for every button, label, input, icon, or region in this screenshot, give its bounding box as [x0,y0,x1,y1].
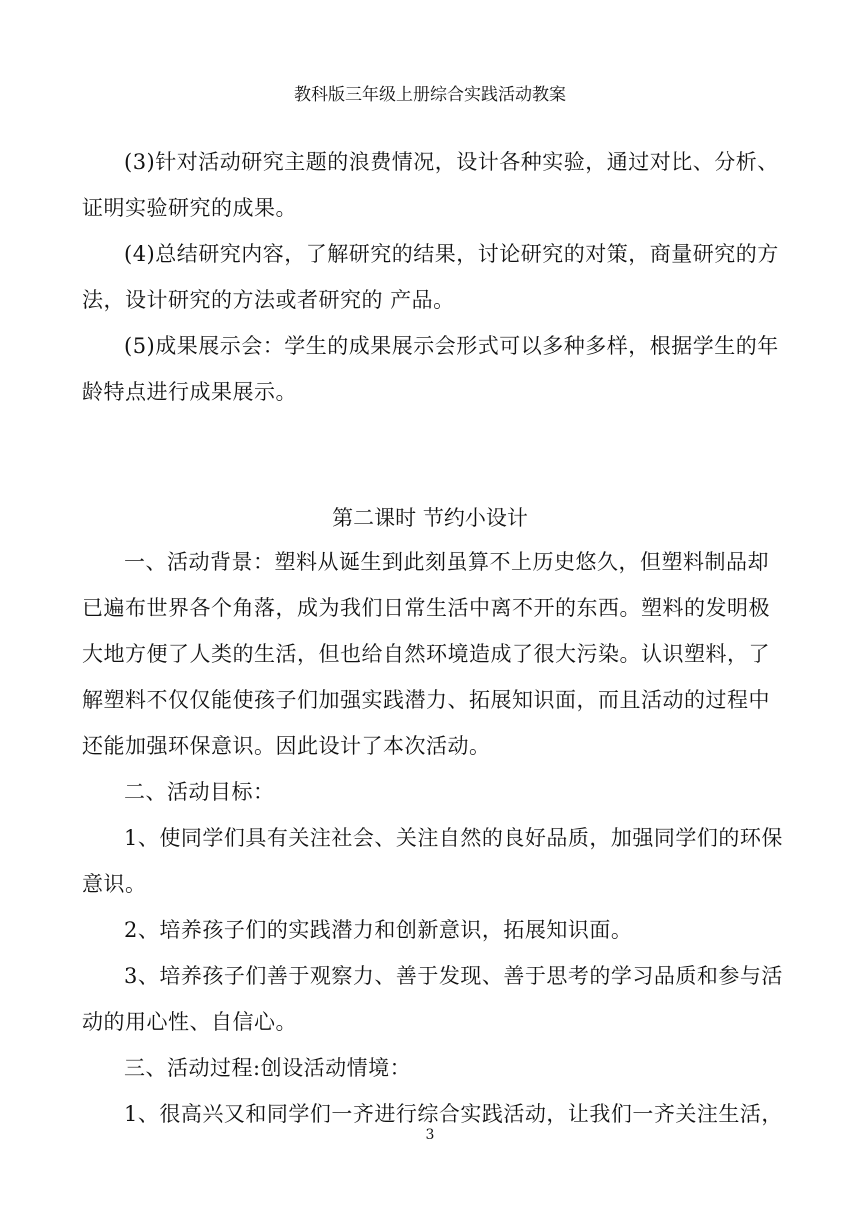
goals-heading-text: 二、活动目标： [124,780,275,804]
process-heading [82,1045,744,1091]
background-paragraph [82,539,770,769]
section-title: 第二课时 节约小设计 [332,506,528,530]
goal-3-line-1: 3、培养孩子们善于观察力、善于发现、善于思考的学习品质和参与活 [124,964,783,988]
page-number: 3 [425,1127,435,1143]
page-header: 教科版三年级上册综合实践活动教案 [294,85,566,105]
goal-1-paragraph [82,815,783,907]
goal-1-line-1: 1、使同学们具有关注社会、关注自然的良好品质，加强同学们的环保 [124,826,783,850]
background-line-1: 一、活动背景：塑料从诞生到此刻虽算不上历史悠久，但塑料制品却 [124,550,769,574]
process-1-line-1: 1、很高兴又和同学们一齐进行综合实践活动，让我们一齐关注生活， [124,1102,783,1126]
lesson-body [82,539,783,1137]
goal-2-line-1: 2、培养孩子们的实践潜力和创新意识，拓展知识面。 [124,918,633,942]
background-line-2: 已遍布世界各个角落，成为我们日常生活中离不开的东西。塑料的发明极 [82,596,770,620]
goal-3-line-2: 动的用心性、自信心。 [82,1010,297,1034]
item-3-line-2: 证明实验研究的成果。 [82,196,297,220]
item-4-paragraph [82,231,779,323]
item-5-line-2: 龄特点进行成果展示。 [82,380,297,404]
background-line-4: 解塑料不仅仅能使孩子们加强实践潜力、拓展知识面，而且活动的过程中 [82,688,770,712]
background-line-5: 还能加强环保意识。因此设计了本次活动。 [82,734,491,758]
goal-3-paragraph [82,953,783,1045]
item-5-line-1: (5)成果展示会：学生的成果展示会形式可以多种多样，根据学生的年 [124,334,779,358]
goal-1-line-2: 意识。 [82,872,147,896]
item-4-line-2: 法，设计研究的方法或者研究的 产品。 [82,288,455,312]
item-5-paragraph [82,323,779,415]
goals-heading [82,769,744,815]
item-3-line-1: (3)针对活动研究主题的浪费情况，设计各种实验，通过对比、分析、 [124,150,779,174]
top-section [82,139,779,415]
item-4-line-1: (4)总结研究内容，了解研究的结果，讨论研究的对策，商量研究的方 [124,242,779,266]
process-heading-text: 三、活动过程:创设活动情境： [124,1056,412,1080]
background-line-3: 大地方便了人类的生活，但也给自然环境造成了很大污染。认识塑料，了 [82,642,770,666]
goal-2-paragraph [82,907,744,953]
item-3-paragraph [82,139,779,231]
